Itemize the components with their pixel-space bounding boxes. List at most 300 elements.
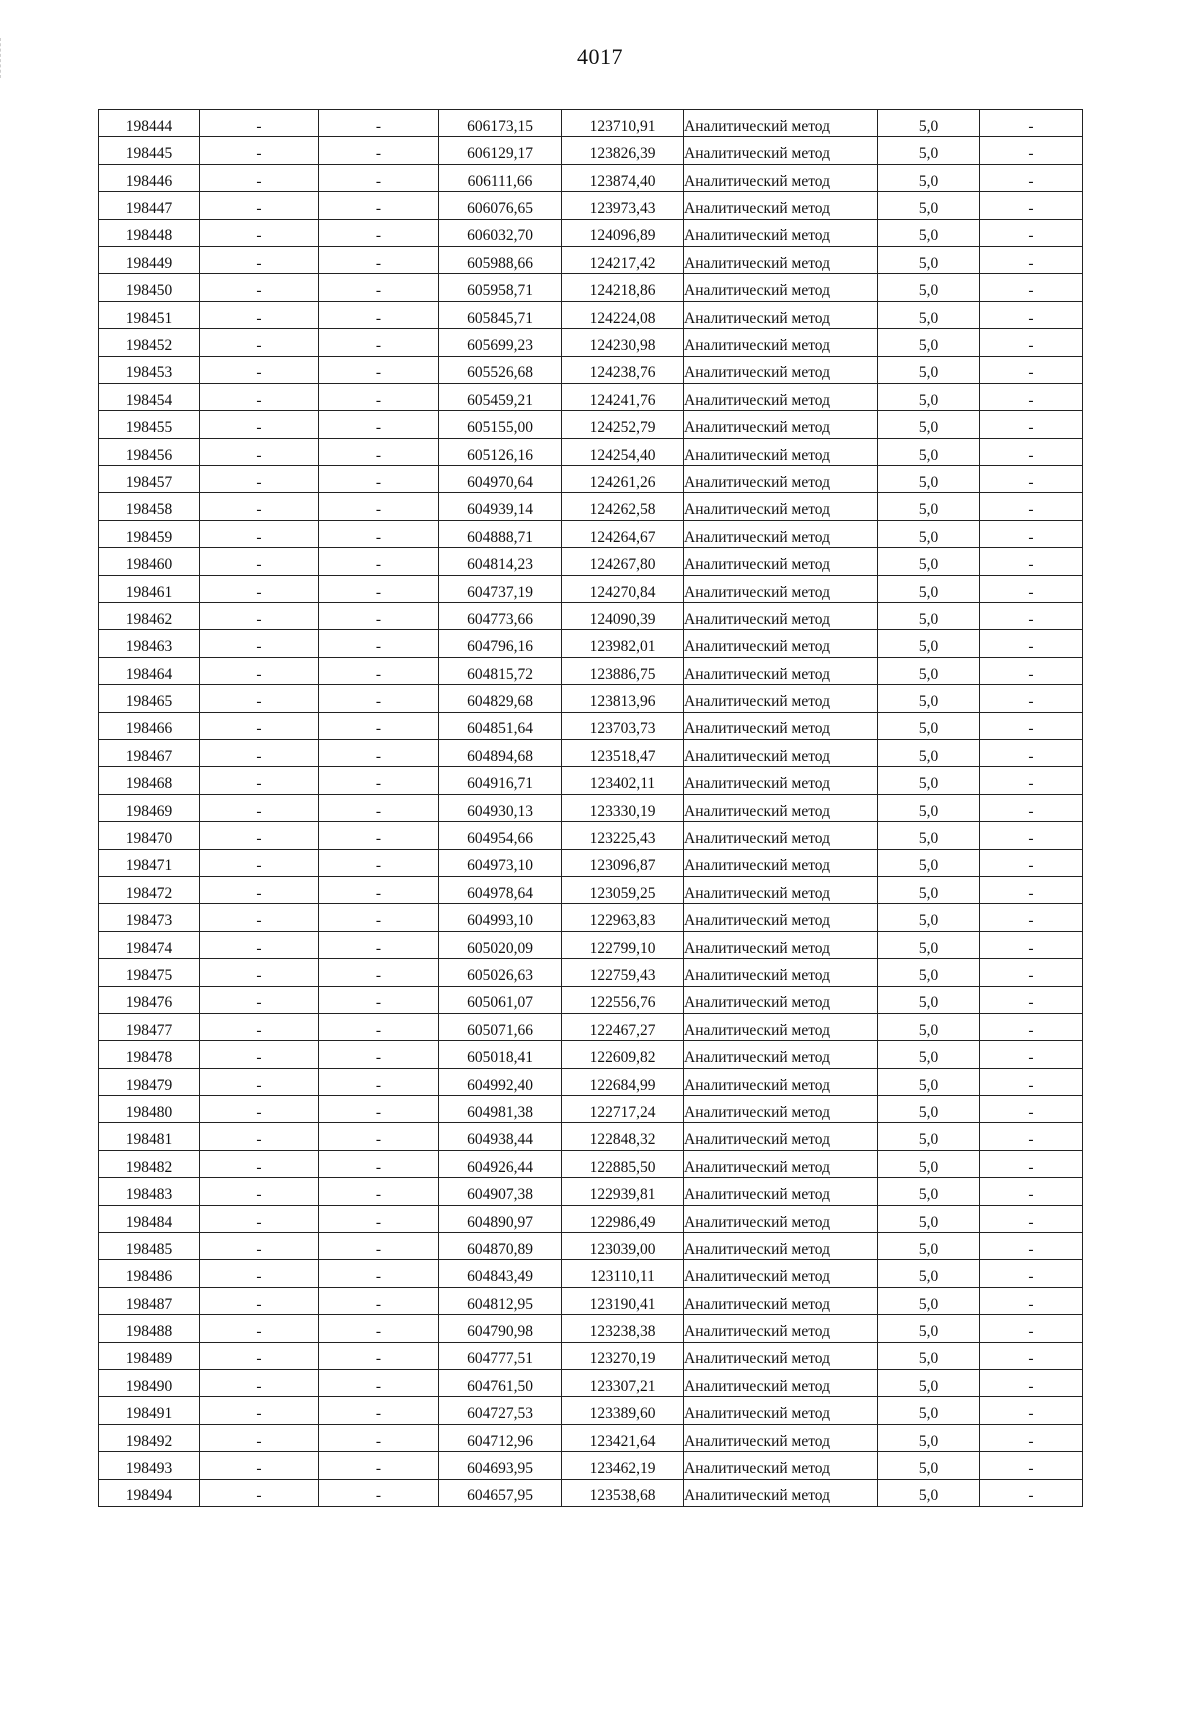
empty-cell: -	[200, 1479, 319, 1506]
empty-cell: -	[980, 1068, 1083, 1095]
table-row	[99, 301, 1083, 328]
empty-cell: -	[319, 1424, 439, 1451]
x-coordinate-cell: 604894,68	[439, 739, 562, 766]
table-row	[99, 712, 1083, 739]
y-coordinate-cell: 123462,19	[562, 1452, 684, 1479]
empty-cell: -	[980, 959, 1083, 986]
y-coordinate-cell: 123703,73	[562, 712, 684, 739]
empty-cell: -	[319, 630, 439, 657]
empty-cell: -	[319, 1150, 439, 1177]
x-coordinate-cell: 605526,68	[439, 356, 562, 383]
y-coordinate-cell: 124241,76	[562, 383, 684, 410]
point-id-cell: 198454	[99, 383, 200, 410]
empty-cell: -	[980, 1041, 1083, 1068]
method-cell: Аналитический метод	[684, 1123, 878, 1150]
empty-cell: -	[200, 767, 319, 794]
method-cell: Аналитический метод	[684, 822, 878, 849]
y-coordinate-cell: 123518,47	[562, 739, 684, 766]
point-id-cell: 198486	[99, 1260, 200, 1287]
accuracy-cell: 5,0	[878, 1205, 980, 1232]
method-cell: Аналитический метод	[684, 739, 878, 766]
method-cell: Аналитический метод	[684, 548, 878, 575]
empty-cell: -	[200, 931, 319, 958]
empty-cell: -	[319, 548, 439, 575]
empty-cell: -	[200, 246, 319, 273]
point-id-cell: 198475	[99, 959, 200, 986]
empty-cell: -	[200, 137, 319, 164]
x-coordinate-cell: 604926,44	[439, 1150, 562, 1177]
method-cell: Аналитический метод	[684, 411, 878, 438]
point-id-cell: 198455	[99, 411, 200, 438]
x-coordinate-cell: 605155,00	[439, 411, 562, 438]
y-coordinate-cell: 122939,81	[562, 1178, 684, 1205]
empty-cell: -	[980, 1260, 1083, 1287]
method-cell: Аналитический метод	[684, 274, 878, 301]
x-coordinate-cell: 604851,64	[439, 712, 562, 739]
method-cell: Аналитический метод	[684, 246, 878, 273]
method-cell: Аналитический метод	[684, 466, 878, 493]
point-id-cell: 198490	[99, 1369, 200, 1396]
x-coordinate-cell: 604973,10	[439, 849, 562, 876]
empty-cell: -	[200, 1205, 319, 1232]
y-coordinate-cell: 124267,80	[562, 548, 684, 575]
accuracy-cell: 5,0	[878, 1479, 980, 1506]
point-id-cell: 198460	[99, 548, 200, 575]
point-id-cell: 198494	[99, 1479, 200, 1506]
empty-cell: -	[980, 1178, 1083, 1205]
table-row	[99, 192, 1083, 219]
point-id-cell: 198477	[99, 1013, 200, 1040]
empty-cell: -	[319, 1479, 439, 1506]
empty-cell: -	[200, 520, 319, 547]
empty-cell: -	[980, 274, 1083, 301]
y-coordinate-cell: 123389,60	[562, 1397, 684, 1424]
empty-cell: -	[980, 246, 1083, 273]
table-row	[99, 383, 1083, 410]
empty-cell: -	[200, 1013, 319, 1040]
empty-cell: -	[980, 219, 1083, 246]
accuracy-cell: 5,0	[878, 110, 980, 137]
method-cell: Аналитический метод	[684, 1287, 878, 1314]
method-cell: Аналитический метод	[684, 603, 878, 630]
empty-cell: -	[200, 1233, 319, 1260]
method-cell: Аналитический метод	[684, 876, 878, 903]
empty-cell: -	[319, 301, 439, 328]
method-cell: Аналитический метод	[684, 520, 878, 547]
method-cell: Аналитический метод	[684, 356, 878, 383]
table-row	[99, 904, 1083, 931]
y-coordinate-cell: 124230,98	[562, 329, 684, 356]
method-cell: Аналитический метод	[684, 1205, 878, 1232]
accuracy-cell: 5,0	[878, 520, 980, 547]
x-coordinate-cell: 606076,65	[439, 192, 562, 219]
method-cell: Аналитический метод	[684, 1424, 878, 1451]
table-row	[99, 520, 1083, 547]
empty-cell: -	[319, 1096, 439, 1123]
empty-cell: -	[980, 767, 1083, 794]
empty-cell: -	[980, 986, 1083, 1013]
empty-cell: -	[319, 685, 439, 712]
empty-cell: -	[200, 1096, 319, 1123]
empty-cell: -	[980, 822, 1083, 849]
empty-cell: -	[200, 219, 319, 246]
y-coordinate-cell: 123225,43	[562, 822, 684, 849]
accuracy-cell: 5,0	[878, 164, 980, 191]
x-coordinate-cell: 604890,97	[439, 1205, 562, 1232]
x-coordinate-cell: 604907,38	[439, 1178, 562, 1205]
empty-cell: -	[980, 192, 1083, 219]
table-row	[99, 767, 1083, 794]
empty-cell: -	[200, 1342, 319, 1369]
accuracy-cell: 5,0	[878, 1315, 980, 1342]
accuracy-cell: 5,0	[878, 274, 980, 301]
accuracy-cell: 5,0	[878, 1150, 980, 1177]
empty-cell: -	[319, 1041, 439, 1068]
x-coordinate-cell: 605061,07	[439, 986, 562, 1013]
empty-cell: -	[980, 301, 1083, 328]
empty-cell: -	[319, 986, 439, 1013]
empty-cell: -	[980, 794, 1083, 821]
y-coordinate-cell: 123982,01	[562, 630, 684, 657]
x-coordinate-cell: 606032,70	[439, 219, 562, 246]
accuracy-cell: 5,0	[878, 1068, 980, 1095]
x-coordinate-cell: 604954,66	[439, 822, 562, 849]
y-coordinate-cell: 123238,38	[562, 1315, 684, 1342]
x-coordinate-cell: 604888,71	[439, 520, 562, 547]
accuracy-cell: 5,0	[878, 1096, 980, 1123]
empty-cell: -	[319, 1397, 439, 1424]
x-coordinate-cell: 605026,63	[439, 959, 562, 986]
point-id-cell: 198450	[99, 274, 200, 301]
empty-cell: -	[980, 1150, 1083, 1177]
y-coordinate-cell: 124096,89	[562, 219, 684, 246]
method-cell: Аналитический метод	[684, 1315, 878, 1342]
y-coordinate-cell: 124270,84	[562, 575, 684, 602]
table-row	[99, 959, 1083, 986]
empty-cell: -	[980, 411, 1083, 438]
point-id-cell: 198492	[99, 1424, 200, 1451]
table-row	[99, 1178, 1083, 1205]
y-coordinate-cell: 123973,43	[562, 192, 684, 219]
empty-cell: -	[319, 246, 439, 273]
y-coordinate-cell: 124261,26	[562, 466, 684, 493]
table-row	[99, 986, 1083, 1013]
empty-cell: -	[319, 1013, 439, 1040]
method-cell: Аналитический метод	[684, 575, 878, 602]
table-row	[99, 1068, 1083, 1095]
accuracy-cell: 5,0	[878, 1178, 980, 1205]
y-coordinate-cell: 122885,50	[562, 1150, 684, 1177]
x-coordinate-cell: 604993,10	[439, 904, 562, 931]
method-cell: Аналитический метод	[684, 493, 878, 520]
x-coordinate-cell: 604737,19	[439, 575, 562, 602]
x-coordinate-cell: 604843,49	[439, 1260, 562, 1287]
empty-cell: -	[980, 466, 1083, 493]
x-coordinate-cell: 604930,13	[439, 794, 562, 821]
method-cell: Аналитический метод	[684, 1096, 878, 1123]
empty-cell: -	[980, 356, 1083, 383]
empty-cell: -	[980, 1315, 1083, 1342]
table-row	[99, 1123, 1083, 1150]
y-coordinate-cell: 122848,32	[562, 1123, 684, 1150]
y-coordinate-cell: 123710,91	[562, 110, 684, 137]
x-coordinate-cell: 605459,21	[439, 383, 562, 410]
table-row	[99, 548, 1083, 575]
x-coordinate-cell: 604992,40	[439, 1068, 562, 1095]
y-coordinate-cell: 123039,00	[562, 1233, 684, 1260]
point-id-cell: 198449	[99, 246, 200, 273]
accuracy-cell: 5,0	[878, 383, 980, 410]
x-coordinate-cell: 604773,66	[439, 603, 562, 630]
method-cell: Аналитический метод	[684, 904, 878, 931]
empty-cell: -	[319, 137, 439, 164]
empty-cell: -	[319, 794, 439, 821]
empty-cell: -	[980, 1205, 1083, 1232]
method-cell: Аналитический метод	[684, 1397, 878, 1424]
y-coordinate-cell: 124264,67	[562, 520, 684, 547]
empty-cell: -	[200, 1369, 319, 1396]
point-id-cell: 198451	[99, 301, 200, 328]
y-coordinate-cell: 122717,24	[562, 1096, 684, 1123]
method-cell: Аналитический метод	[684, 1178, 878, 1205]
accuracy-cell: 5,0	[878, 466, 980, 493]
point-id-cell: 198481	[99, 1123, 200, 1150]
empty-cell: -	[980, 849, 1083, 876]
empty-cell: -	[980, 575, 1083, 602]
y-coordinate-cell: 122759,43	[562, 959, 684, 986]
empty-cell: -	[200, 712, 319, 739]
empty-cell: -	[319, 959, 439, 986]
empty-cell: -	[200, 548, 319, 575]
method-cell: Аналитический метод	[684, 986, 878, 1013]
accuracy-cell: 5,0	[878, 356, 980, 383]
method-cell: Аналитический метод	[684, 1342, 878, 1369]
empty-cell: -	[980, 1479, 1083, 1506]
table-row	[99, 1397, 1083, 1424]
y-coordinate-cell: 123874,40	[562, 164, 684, 191]
empty-cell: -	[319, 1068, 439, 1095]
point-id-cell: 198472	[99, 876, 200, 903]
method-cell: Аналитический метод	[684, 1479, 878, 1506]
point-id-cell: 198464	[99, 657, 200, 684]
empty-cell: -	[200, 164, 319, 191]
empty-cell: -	[200, 1452, 319, 1479]
empty-cell: -	[319, 739, 439, 766]
empty-cell: -	[980, 1096, 1083, 1123]
table-row	[99, 849, 1083, 876]
empty-cell: -	[319, 904, 439, 931]
table-row	[99, 1287, 1083, 1314]
empty-cell: -	[200, 1315, 319, 1342]
empty-cell: -	[319, 329, 439, 356]
y-coordinate-cell: 123330,19	[562, 794, 684, 821]
empty-cell: -	[200, 1123, 319, 1150]
method-cell: Аналитический метод	[684, 685, 878, 712]
empty-cell: -	[980, 1424, 1083, 1451]
method-cell: Аналитический метод	[684, 1041, 878, 1068]
point-id-cell: 198456	[99, 438, 200, 465]
x-coordinate-cell: 604814,23	[439, 548, 562, 575]
point-id-cell: 198461	[99, 575, 200, 602]
table-row	[99, 685, 1083, 712]
empty-cell: -	[200, 438, 319, 465]
empty-cell: -	[319, 1178, 439, 1205]
table-row	[99, 1013, 1083, 1040]
accuracy-cell: 5,0	[878, 1397, 980, 1424]
point-id-cell: 198489	[99, 1342, 200, 1369]
empty-cell: -	[980, 1397, 1083, 1424]
empty-cell: -	[980, 137, 1083, 164]
accuracy-cell: 5,0	[878, 959, 980, 986]
empty-cell: -	[980, 438, 1083, 465]
point-id-cell: 198488	[99, 1315, 200, 1342]
y-coordinate-cell: 123096,87	[562, 849, 684, 876]
table-row	[99, 1041, 1083, 1068]
y-coordinate-cell: 124090,39	[562, 603, 684, 630]
table-row	[99, 329, 1083, 356]
empty-cell: -	[980, 1123, 1083, 1150]
table-row	[99, 1479, 1083, 1506]
table-row	[99, 575, 1083, 602]
table-row	[99, 438, 1083, 465]
point-id-cell: 198462	[99, 603, 200, 630]
accuracy-cell: 5,0	[878, 329, 980, 356]
point-id-cell: 198487	[99, 1287, 200, 1314]
accuracy-cell: 5,0	[878, 1123, 980, 1150]
empty-cell: -	[980, 712, 1083, 739]
y-coordinate-cell: 123110,11	[562, 1260, 684, 1287]
empty-cell: -	[980, 164, 1083, 191]
y-coordinate-cell: 122986,49	[562, 1205, 684, 1232]
y-coordinate-cell: 124218,86	[562, 274, 684, 301]
x-coordinate-cell: 604727,53	[439, 1397, 562, 1424]
point-id-cell: 198470	[99, 822, 200, 849]
empty-cell: -	[200, 1424, 319, 1451]
point-id-cell: 198468	[99, 767, 200, 794]
accuracy-cell: 5,0	[878, 1424, 980, 1451]
empty-cell: -	[319, 876, 439, 903]
method-cell: Аналитический метод	[684, 630, 878, 657]
empty-cell: -	[200, 685, 319, 712]
empty-cell: -	[980, 931, 1083, 958]
method-cell: Аналитический метод	[684, 137, 878, 164]
empty-cell: -	[200, 1041, 319, 1068]
point-id-cell: 198467	[99, 739, 200, 766]
point-id-cell: 198444	[99, 110, 200, 137]
empty-cell: -	[319, 657, 439, 684]
empty-cell: -	[980, 739, 1083, 766]
accuracy-cell: 5,0	[878, 657, 980, 684]
empty-cell: -	[319, 575, 439, 602]
table-row	[99, 794, 1083, 821]
method-cell: Аналитический метод	[684, 219, 878, 246]
empty-cell: -	[319, 520, 439, 547]
empty-cell: -	[980, 383, 1083, 410]
empty-cell: -	[980, 1287, 1083, 1314]
y-coordinate-cell: 122467,27	[562, 1013, 684, 1040]
empty-cell: -	[200, 1287, 319, 1314]
point-id-cell: 198479	[99, 1068, 200, 1095]
accuracy-cell: 5,0	[878, 246, 980, 273]
empty-cell: -	[319, 1315, 439, 1342]
accuracy-cell: 5,0	[878, 849, 980, 876]
empty-cell: -	[319, 822, 439, 849]
x-coordinate-cell: 605018,41	[439, 1041, 562, 1068]
empty-cell: -	[200, 110, 319, 137]
table-row	[99, 739, 1083, 766]
point-id-cell: 198459	[99, 520, 200, 547]
x-coordinate-cell: 605020,09	[439, 931, 562, 958]
accuracy-cell: 5,0	[878, 301, 980, 328]
y-coordinate-cell: 123307,21	[562, 1369, 684, 1396]
y-coordinate-cell: 122799,10	[562, 931, 684, 958]
accuracy-cell: 5,0	[878, 1041, 980, 1068]
point-id-cell: 198476	[99, 986, 200, 1013]
x-coordinate-cell: 604712,96	[439, 1424, 562, 1451]
empty-cell: -	[319, 356, 439, 383]
method-cell: Аналитический метод	[684, 1013, 878, 1040]
method-cell: Аналитический метод	[684, 959, 878, 986]
method-cell: Аналитический метод	[684, 794, 878, 821]
accuracy-cell: 5,0	[878, 1452, 980, 1479]
empty-cell: -	[200, 822, 319, 849]
accuracy-cell: 5,0	[878, 1287, 980, 1314]
empty-cell: -	[319, 219, 439, 246]
table-row	[99, 630, 1083, 657]
empty-cell: -	[980, 1342, 1083, 1369]
method-cell: Аналитический метод	[684, 110, 878, 137]
table-row	[99, 274, 1083, 301]
empty-cell: -	[980, 548, 1083, 575]
accuracy-cell: 5,0	[878, 931, 980, 958]
point-id-cell: 198471	[99, 849, 200, 876]
empty-cell: -	[200, 383, 319, 410]
empty-cell: -	[200, 603, 319, 630]
empty-cell: -	[980, 630, 1083, 657]
empty-cell: -	[980, 329, 1083, 356]
point-id-cell: 198453	[99, 356, 200, 383]
point-id-cell: 198466	[99, 712, 200, 739]
table-row	[99, 1150, 1083, 1177]
method-cell: Аналитический метод	[684, 329, 878, 356]
empty-cell: -	[980, 1452, 1083, 1479]
y-coordinate-cell: 123538,68	[562, 1479, 684, 1506]
y-coordinate-cell: 123421,64	[562, 1424, 684, 1451]
accuracy-cell: 5,0	[878, 1013, 980, 1040]
empty-cell: -	[200, 657, 319, 684]
method-cell: Аналитический метод	[684, 712, 878, 739]
point-id-cell: 198480	[99, 1096, 200, 1123]
table-row	[99, 876, 1083, 903]
y-coordinate-cell: 123190,41	[562, 1287, 684, 1314]
empty-cell: -	[319, 767, 439, 794]
empty-cell: -	[980, 1369, 1083, 1396]
empty-cell: -	[200, 1178, 319, 1205]
empty-cell: -	[319, 1260, 439, 1287]
method-cell: Аналитический метод	[684, 383, 878, 410]
table-row	[99, 1233, 1083, 1260]
point-id-cell: 198457	[99, 466, 200, 493]
x-coordinate-cell: 604777,51	[439, 1342, 562, 1369]
method-cell: Аналитический метод	[684, 1452, 878, 1479]
point-id-cell: 198447	[99, 192, 200, 219]
point-id-cell: 198458	[99, 493, 200, 520]
point-id-cell: 198474	[99, 931, 200, 958]
x-coordinate-cell: 606111,66	[439, 164, 562, 191]
method-cell: Аналитический метод	[684, 1068, 878, 1095]
x-coordinate-cell: 604829,68	[439, 685, 562, 712]
table-row	[99, 1096, 1083, 1123]
